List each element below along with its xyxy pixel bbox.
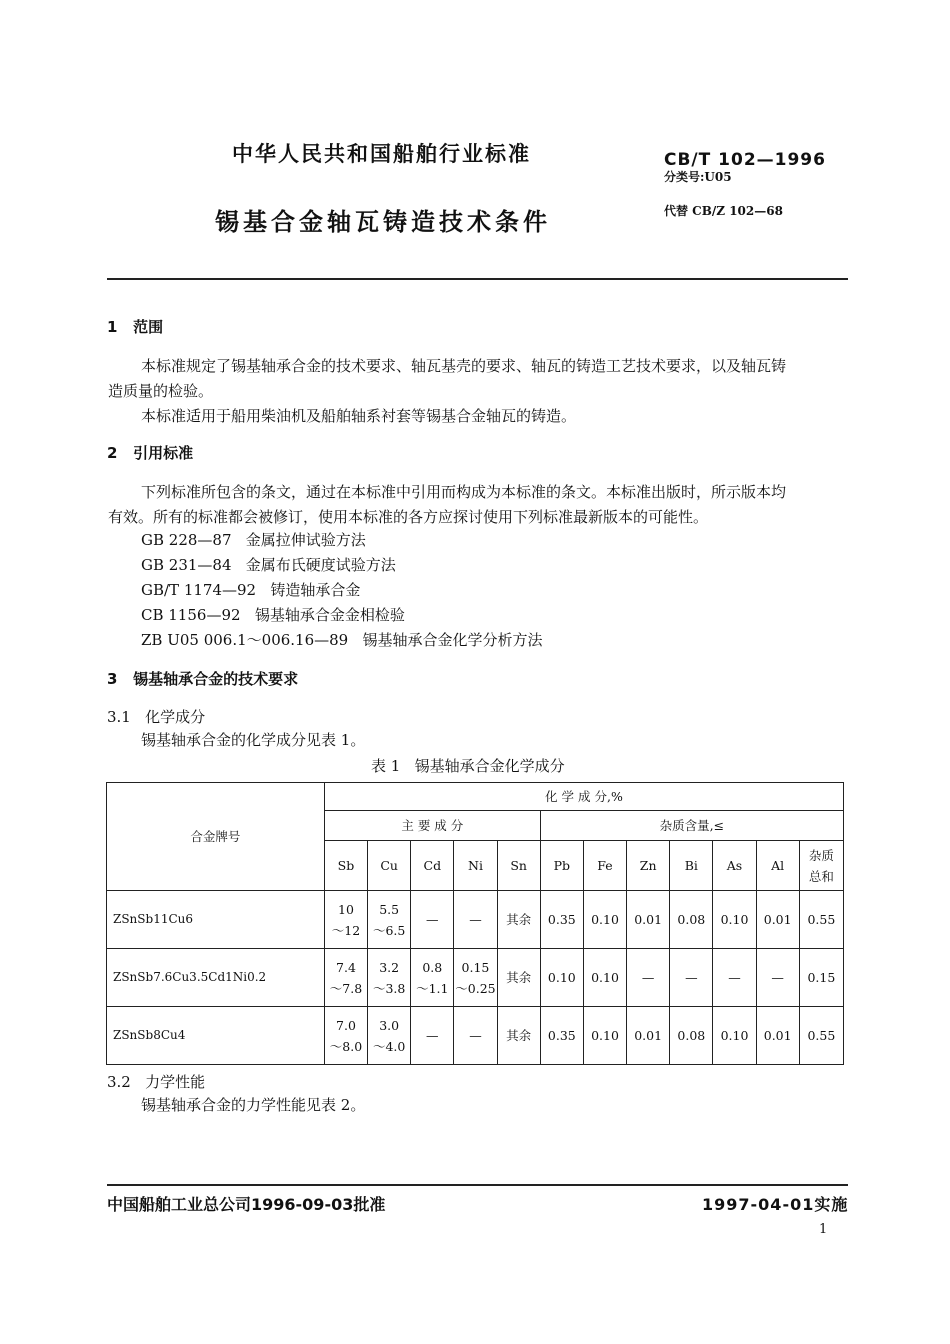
section-2-paragraph-line-1: 下列标准所包含的条文，通过在本标准中引用而构成为本标准的条文。本标准出版时，所示版本均 [141, 483, 787, 501]
cell-zn: — [627, 949, 670, 1007]
cell-cu: 5.5 ～6.5 [368, 891, 411, 949]
cell-al: 0.01 [756, 891, 799, 949]
cell-bi: 0.08 [670, 891, 713, 949]
reference-item: ZB U05 006.1～006.16—89 锡基轴承合金化学分析方法 [141, 631, 543, 649]
cell-sn: 其余 [497, 891, 540, 949]
cell-al: — [756, 949, 799, 1007]
header-impurity-content: 杂质含量,≤ [540, 811, 843, 841]
table-1-caption: 表 1 锡基轴承合金化学成分 [371, 757, 565, 775]
chemical-composition-table [106, 782, 844, 1065]
reference-item: CB 1156—92 锡基轴承合金金相检验 [141, 606, 405, 624]
cell-cu: 3.2 ～3.8 [368, 949, 411, 1007]
cell-ni: — [454, 1007, 497, 1065]
cell-as: 0.10 [713, 891, 756, 949]
cell-as: 0.10 [713, 1007, 756, 1065]
table-row [107, 891, 844, 949]
section-1-paragraph-2: 本标准适用于船用柴油机及船舶轴系衬套等锡基合金轴瓦的铸造。 [141, 407, 577, 425]
section-3-2-heading: 3.2 力学性能 [107, 1073, 206, 1091]
cell-sb: 7.0 ～8.0 [324, 1007, 367, 1065]
section-3-1-heading: 3.1 化学成分 [107, 708, 206, 726]
cell-zn: 0.01 [627, 1007, 670, 1065]
cell-ni: 0.15 ～0.25 [454, 949, 497, 1007]
section-3-heading: 3 锡基轴承合金的技术要求 [107, 670, 299, 688]
document-title: 锡基合金轴瓦铸造技术条件 [215, 208, 551, 236]
column-header: As [713, 841, 756, 891]
cell-bi: — [670, 949, 713, 1007]
column-header-total: 杂质 总和 [799, 841, 843, 891]
cell-total: 0.55 [799, 1007, 843, 1065]
cell-bi: 0.08 [670, 1007, 713, 1065]
reference-item: GB 231—84 金属布氏硬度试验方法 [141, 556, 396, 574]
cell-total: 0.15 [799, 949, 843, 1007]
cell-fe: 0.10 [583, 949, 626, 1007]
cell-pb: 0.35 [540, 891, 583, 949]
section-2-heading: 2 引用标准 [107, 444, 194, 462]
column-header: Fe [583, 841, 626, 891]
cell-zn: 0.01 [627, 891, 670, 949]
page-number: 1 [819, 1222, 828, 1237]
column-header: Cu [368, 841, 411, 891]
column-header: Zn [627, 841, 670, 891]
table-row [107, 1007, 844, 1065]
cell-fe: 0.10 [583, 1007, 626, 1065]
cell-fe: 0.10 [583, 891, 626, 949]
section-1-heading: 1 范围 [107, 318, 164, 336]
column-header: Pb [540, 841, 583, 891]
table-row [107, 949, 844, 1007]
cell-cd: 0.8 ～1.1 [411, 949, 454, 1007]
cell-cd: — [411, 891, 454, 949]
alloy-grade: ZSnSb11Cu6 [107, 891, 325, 949]
column-header: Al [756, 841, 799, 891]
reference-item: GB/T 1174—92 铸造轴承合金 [141, 581, 361, 599]
header-main-components: 主 要 成 分 [324, 811, 540, 841]
reference-item: GB 228—87 金属拉伸试验方法 [141, 531, 366, 549]
column-header: Sb [324, 841, 367, 891]
cell-cu: 3.0 ～4.0 [368, 1007, 411, 1065]
cell-sb: 7.4 ～7.8 [324, 949, 367, 1007]
cell-pb: 0.35 [540, 1007, 583, 1065]
effective-date: 1997-04-01实施 [702, 1195, 849, 1214]
standard-code: CB/T 102—1996 [664, 150, 826, 170]
cell-total: 0.55 [799, 891, 843, 949]
column-header: Sn [497, 841, 540, 891]
section-3-1-text: 锡基轴承合金的化学成分见表 1。 [141, 731, 366, 749]
org-title: 中华人民共和国船舶行业标准 [232, 142, 531, 166]
cell-sn: 其余 [497, 1007, 540, 1065]
cell-ni: — [454, 891, 497, 949]
cell-sb: 10 ～12 [324, 891, 367, 949]
section-1-paragraph-1-line-2: 造质量的检验。 [108, 382, 214, 400]
alloy-grade: ZSnSb7.6Cu3.5Cd1Ni0.2 [107, 949, 325, 1007]
approval-line: 中国船舶工业总公司1996-09-03批准 [107, 1195, 386, 1214]
footer-rule [107, 1184, 848, 1186]
column-header: Cd [411, 841, 454, 891]
alloy-grade: ZSnSb8Cu4 [107, 1007, 325, 1065]
replaces-standard: 代替 CB/Z 102—68 [664, 204, 783, 218]
cell-al: 0.01 [756, 1007, 799, 1065]
cell-as: — [713, 949, 756, 1007]
classification-number: 分类号:U05 [664, 170, 732, 184]
header-alloy: 合金牌号 [107, 783, 325, 891]
cell-pb: 0.10 [540, 949, 583, 1007]
header-rule [107, 278, 848, 280]
cell-cd: — [411, 1007, 454, 1065]
column-header: Ni [454, 841, 497, 891]
header-chemical-composition: 化 学 成 分,% [324, 783, 843, 811]
section-3-2-text: 锡基轴承合金的力学性能见表 2。 [141, 1096, 366, 1114]
column-header: Bi [670, 841, 713, 891]
section-1-paragraph-1-line-1: 本标准规定了锡基轴承合金的技术要求、轴瓦基壳的要求、轴瓦的铸造工艺技术要求，以及轴瓦铸 [141, 357, 787, 375]
cell-sn: 其余 [497, 949, 540, 1007]
section-2-paragraph-line-2: 有效。所有的标准都会被修订，使用本标准的各方应探讨使用下列标准最新版本的可能性。 [108, 508, 709, 526]
